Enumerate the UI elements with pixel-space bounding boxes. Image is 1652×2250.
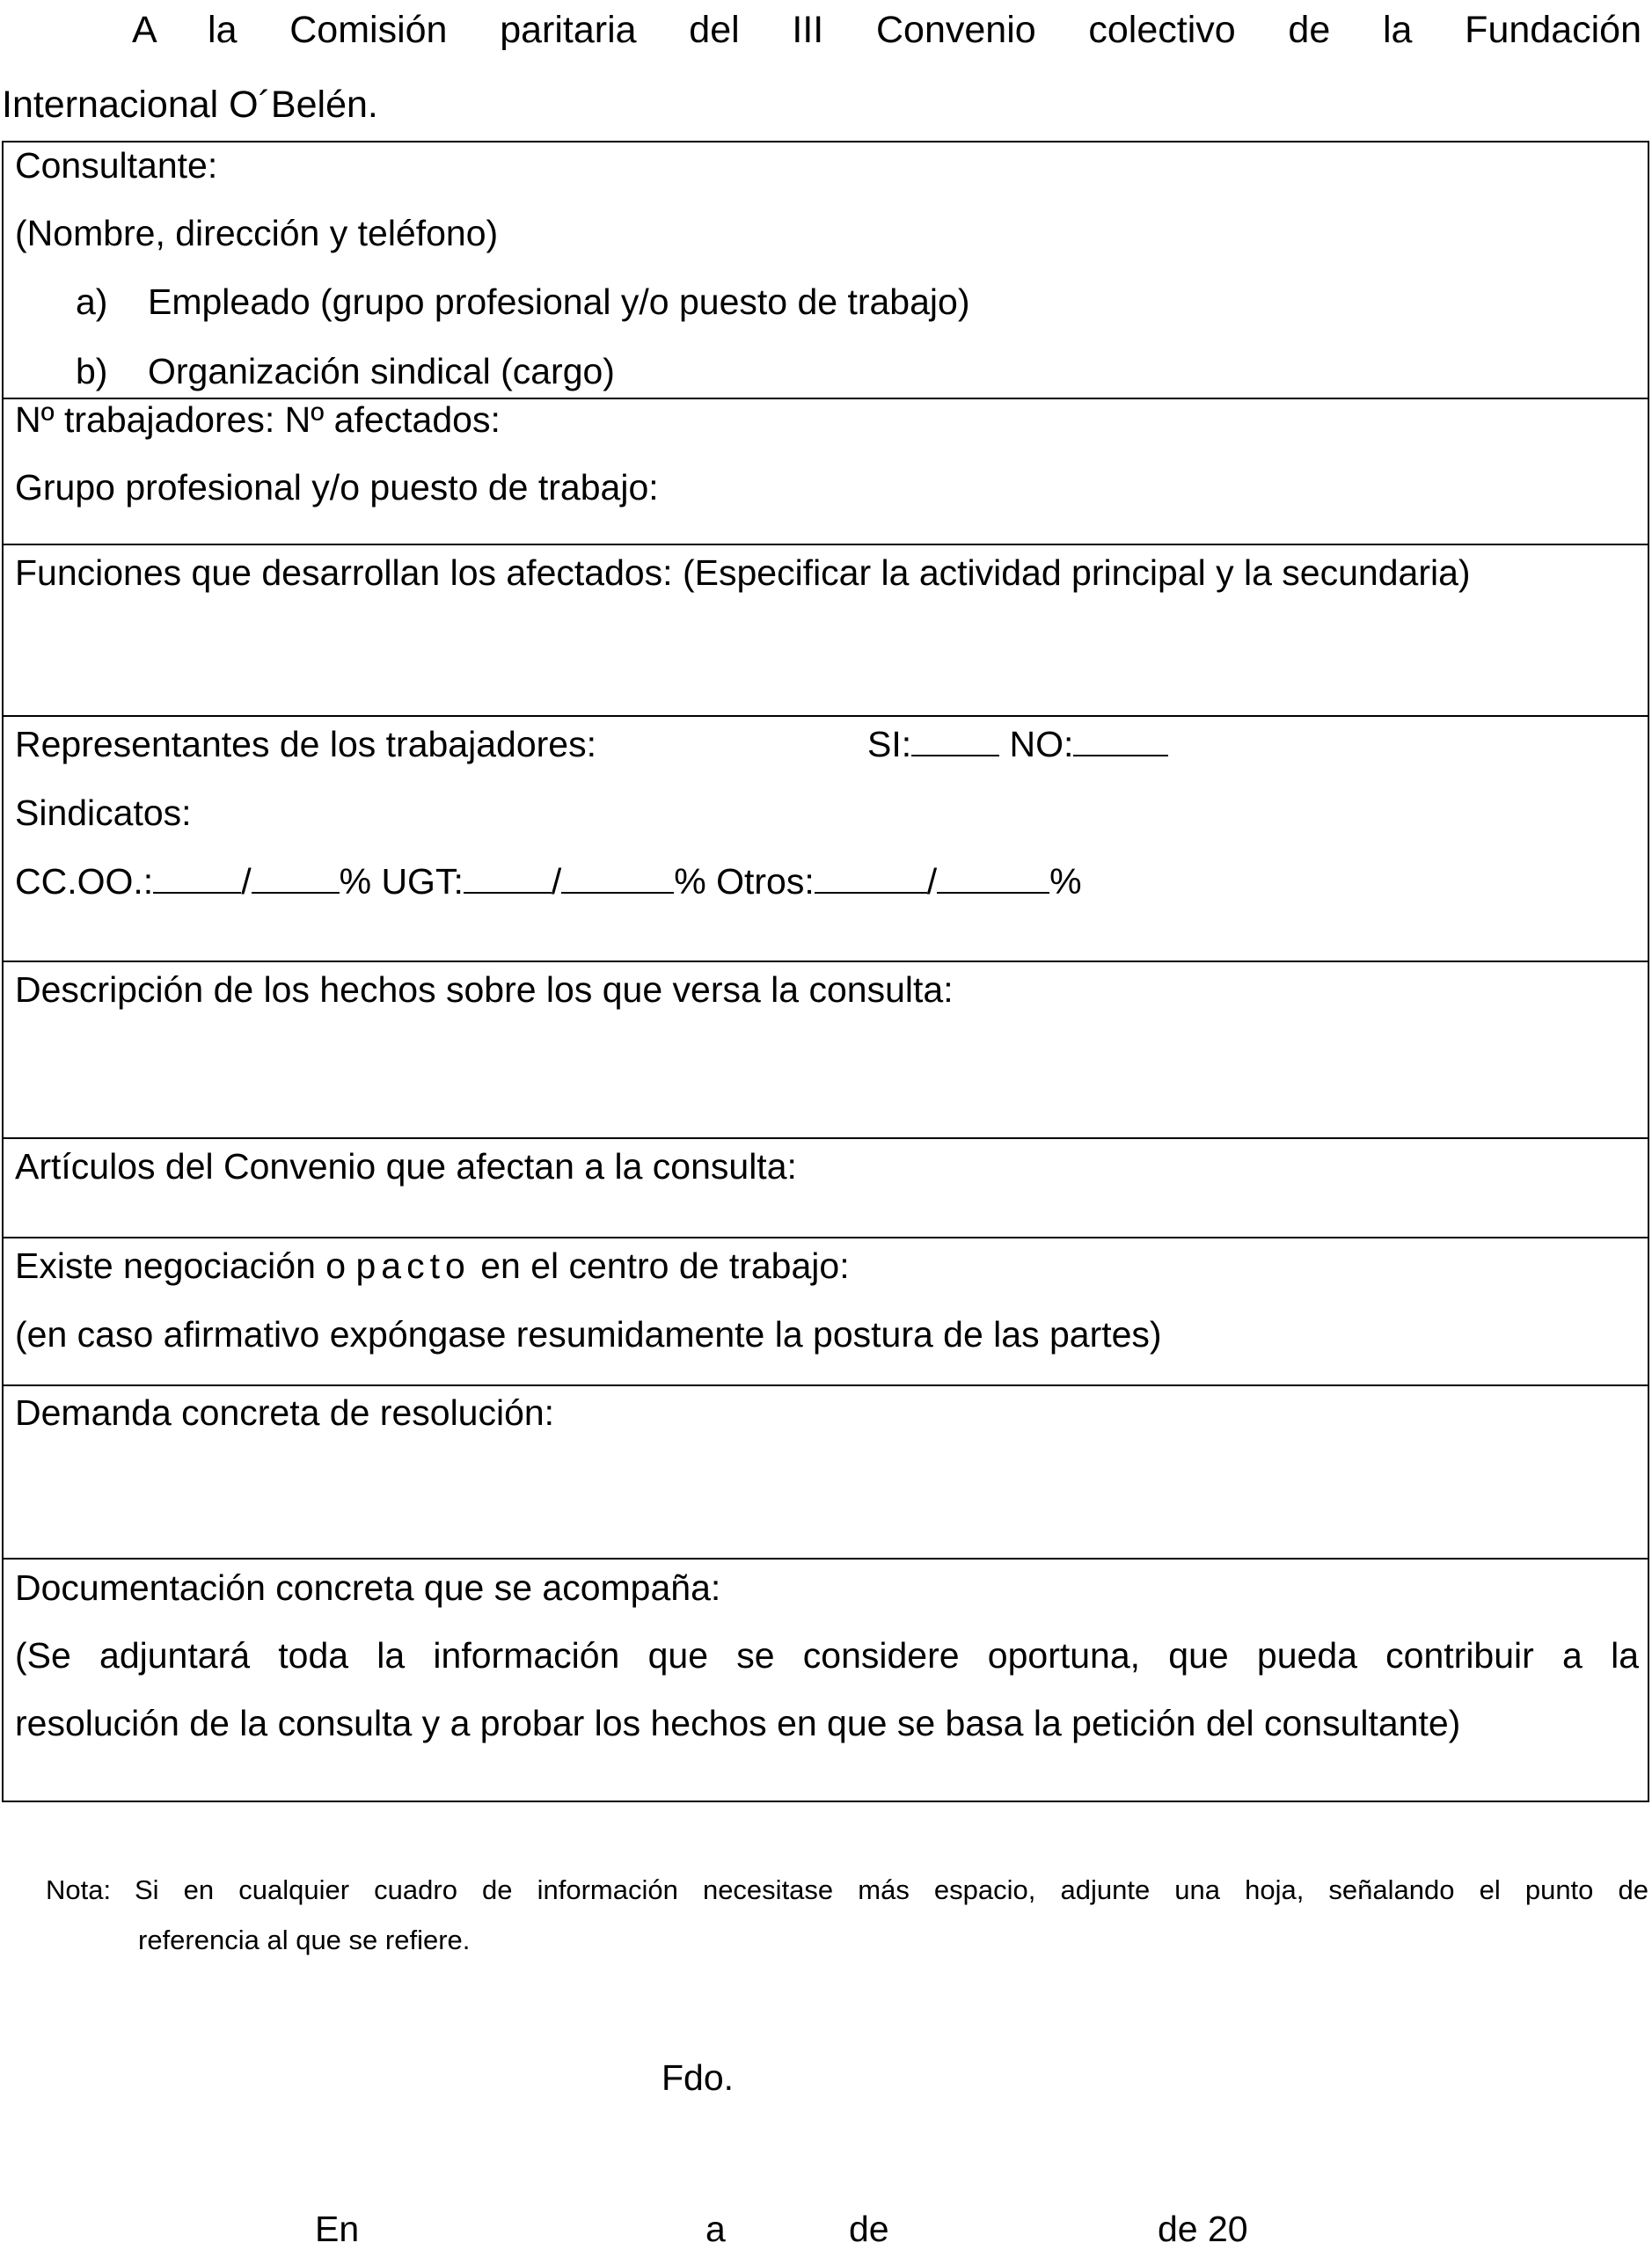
descripcion-label: Descripción de los hechos sobre los que versa la consulta: xyxy=(15,969,954,1010)
otros-blank-2[interactable] xyxy=(937,862,1049,894)
footnote-line-1 xyxy=(46,1865,1648,1915)
section-funciones[interactable] xyxy=(4,544,1648,717)
documentacion-detail-line-1: (Se adjuntará toda la información que se considere oportuna, que pueda contribuir a la xyxy=(15,1635,1639,1676)
documentacion-detail-line-2: resolución de la consulta y a probar los hechos en que se basa la petición del consultante) xyxy=(15,1703,1461,1743)
articulos-label: Artículos del Convenio que afectan a la consulta: xyxy=(15,1146,797,1187)
consultante-label: Consultante: xyxy=(15,145,218,186)
option-b xyxy=(76,349,615,393)
otros-percent: % xyxy=(1049,861,1082,902)
footnote-text-1: Si en cualquier cuadro de información necesitase más espacio, adjunte una hoja, señalando el punto de xyxy=(135,1874,1648,1905)
section-descripcion[interactable] xyxy=(4,961,1648,1139)
otros-slash: / xyxy=(926,861,938,902)
ugt-blank-2[interactable] xyxy=(561,862,674,894)
section-consultante[interactable] xyxy=(4,142,1648,399)
no-label: NO: xyxy=(1009,724,1074,764)
option-b-marker: b) xyxy=(76,351,108,391)
no-blank[interactable] xyxy=(1073,725,1168,756)
consultante-details: (Nombre, dirección y teléfono) xyxy=(15,213,499,253)
sindicatos-percentages[interactable] xyxy=(15,859,1082,903)
sindicatos-label: Sindicatos: xyxy=(15,793,192,833)
section-trabajadores[interactable] xyxy=(4,398,1648,545)
footnote xyxy=(46,1865,1648,1965)
ccoo-blank-1[interactable] xyxy=(153,862,241,894)
representantes-label: Representantes de los trabajadores: xyxy=(15,724,596,764)
section-negociacion[interactable] xyxy=(4,1237,1648,1386)
otros-blank-1[interactable] xyxy=(815,862,927,894)
negociacion-label xyxy=(15,1244,850,1288)
ugt-slash: / xyxy=(551,861,562,902)
footnote-label: Nota: xyxy=(46,1874,112,1905)
documentacion-label: Documentación concreta que se acompaña: xyxy=(15,1567,721,1608)
section-documentacion[interactable] xyxy=(4,1558,1648,1802)
grupo-profesional-label: Grupo profesional y/o puesto de trabajo: xyxy=(15,467,659,508)
negociacion-label-end: en el centro de trabajo: xyxy=(480,1246,850,1286)
demanda-label: Demanda concreta de resolución: xyxy=(15,1392,555,1433)
si-label: SI: xyxy=(867,724,912,764)
date-en: En xyxy=(315,2209,360,2249)
si-no-fields[interactable] xyxy=(867,722,1168,766)
signature-fdo: Fdo. xyxy=(662,2057,735,2098)
date-de: de xyxy=(849,2209,889,2249)
negociacion-label-pacto: pacto xyxy=(355,1246,471,1286)
intro-line-1: A la Comisión paritaria del III Convenio colectivo de la Fundación xyxy=(132,9,1641,51)
intro-line-2: Internacional O´Belén. xyxy=(2,84,378,126)
trabajadores-label: Nº trabajadores: Nº afectados: xyxy=(15,399,501,440)
si-blank[interactable] xyxy=(911,725,999,756)
negociacion-detail: (en caso afirmativo expóngase resumidamente la postura de las partes) xyxy=(15,1314,1162,1355)
representantes-row xyxy=(15,722,596,766)
section-demanda[interactable] xyxy=(4,1384,1648,1560)
funciones-label: Funciones que desarrollan los afectados: (Especificar la actividad principal y la secundaria) xyxy=(15,552,1471,593)
date-a: a xyxy=(705,2209,726,2249)
option-a xyxy=(76,280,969,324)
ccoo-label: CC.OO.: xyxy=(15,861,154,902)
option-b-text: Organización sindical (cargo) xyxy=(148,351,615,391)
section-representantes[interactable] xyxy=(4,715,1648,962)
negociacion-label-start: Existe negociación o xyxy=(15,1246,347,1286)
ccoo-slash: / xyxy=(241,861,252,902)
footnote-line-2: referencia al que se refiere. xyxy=(138,1925,471,1955)
otros-label: % Otros: xyxy=(674,861,815,902)
ccoo-blank-2[interactable] xyxy=(252,862,340,894)
option-a-text: Empleado (grupo profesional y/o puesto de trabajo) xyxy=(148,281,970,322)
ugt-blank-1[interactable] xyxy=(464,862,552,894)
section-articulos[interactable] xyxy=(4,1137,1648,1238)
ugt-label: % UGT: xyxy=(339,861,464,902)
date-de-year: de 20 xyxy=(1158,2209,1248,2249)
intro-paragraph xyxy=(2,0,1641,142)
option-a-marker: a) xyxy=(76,281,108,322)
consultation-form xyxy=(2,141,1649,1802)
